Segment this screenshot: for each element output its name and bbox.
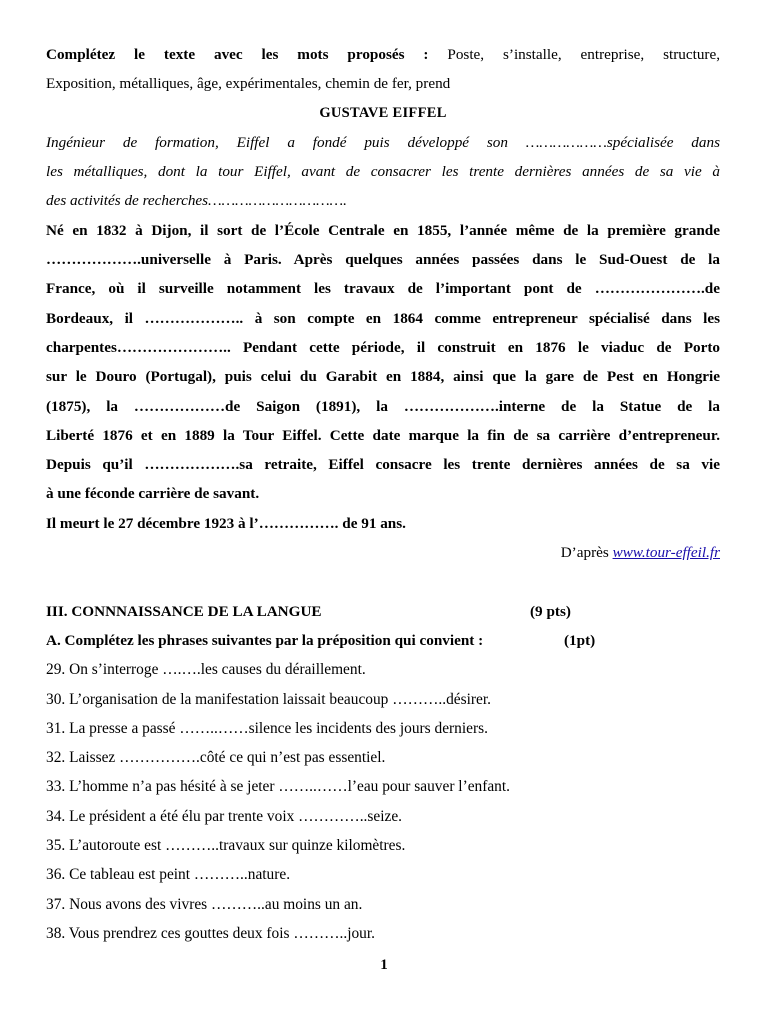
question-36: 36. Ce tableau est peint ………..nature. (46, 866, 291, 884)
spacer (46, 567, 720, 596)
italic-line: des activités de recherches…………………………. (46, 192, 347, 210)
text-line: à une féconde carrière de savant. (46, 485, 260, 503)
word-list-part-2: Exposition, métalliques, âge, expérimentales, chemin de fer, prend (46, 75, 451, 93)
text-line: (1875), la ………………de Saigon (1891), la ……………….interne de la Statue de la (46, 397, 720, 415)
text-line: Depuis qu’il ……………….sa retraite, Eiffel consacre les trente dernières années de sa vie (46, 456, 720, 474)
question-34: 34. Le président a été élu par trente voix …………..seize. (46, 807, 402, 825)
text-line: Né en 1832 à Dijon, il sort de l’École Centrale en 1855, l’année même de la première grande (46, 221, 720, 239)
text-line-last: Il meurt le 27 décembre 1923 à l’……………. de 91 ans. (46, 514, 406, 532)
text-line: Bordeaux, il ……………….. à son compte en 1864 comme entrepreneur spécialisé dans les (46, 309, 720, 327)
document-page (46, 40, 720, 948)
page-number: 1 (380, 957, 388, 973)
question-38: 38. Vous prendrez ces gouttes deux fois ………..jour. (46, 924, 376, 942)
text-line: ……………….universelle à Paris. Après quelques années passées dans le Sud-Ouest de la (46, 251, 720, 269)
question-35: 35. L’autoroute est ………..travaux sur quinze kilomètres. (46, 837, 406, 855)
sub-heading-points: (1pt) (564, 631, 596, 649)
text-line: sur le Douro (Portugal), puis celui du Garabit en 1884, ainsi que la gare de Pest en Hongrie (46, 368, 720, 386)
section-title: III. CONNNAISSANCE DE LA LANGUE (46, 602, 322, 620)
section-points: (9 pts) (530, 602, 571, 620)
question-30: 30. L’organisation de la manifestation laissait beaucoup ………..désirer. (46, 690, 491, 708)
question-31: 31. La presse a passé ……..……silence les incidents des jours derniers. (46, 719, 488, 737)
italic-line: Ingénieur de formation, Eiffel a fondé puis développé son ………………spécialisée dans (46, 133, 720, 151)
question-32: 32. Laissez …………….côté ce qui n’est pas essentiel. (46, 749, 386, 767)
source-link[interactable]: www.tour-effeil.fr (612, 544, 720, 562)
word-list-part-1: Poste, s’installe, entreprise, structure, (447, 46, 721, 63)
sub-heading-text: A. Complétez les phrases suivantes par la préposition qui convient : (46, 631, 484, 649)
source-prefix: D’après (560, 544, 609, 562)
instruction-line-1 (46, 40, 720, 69)
question-37: 37. Nous avons des vivres ………..au moins un an. (46, 895, 363, 913)
text-line: Liberté 1876 et en 1889 la Tour Eiffel. Cette date marque la fin de sa carrière d’entrepreneur. (46, 426, 720, 444)
sub-heading (46, 626, 720, 655)
question-33: 33. L’homme n’a pas hésité à se jeter ……..……l’eau pour sauver l’enfant. (46, 778, 510, 796)
instruction-label: Complétez le texte avec les mots proposés : (46, 46, 429, 63)
instruction-line-2 (46, 69, 720, 98)
italic-line: les métalliques, dont la tour Eiffel, avant de consacrer les trente dernières années de sa vie à (46, 163, 720, 181)
text-line: France, où il surveille notamment les travaux de l’important pont de ………………….de (46, 280, 720, 298)
text-title: GUSTAVE EIFFEL (319, 104, 447, 121)
section-heading (46, 597, 720, 626)
text-line: charpentes………………….. Pendant cette période, il construit en 1876 le viaduc de Porto (46, 338, 720, 356)
source-attribution (46, 538, 720, 567)
question-29: 29. On s’interroge ….….les causes du déraillement. (46, 661, 366, 679)
